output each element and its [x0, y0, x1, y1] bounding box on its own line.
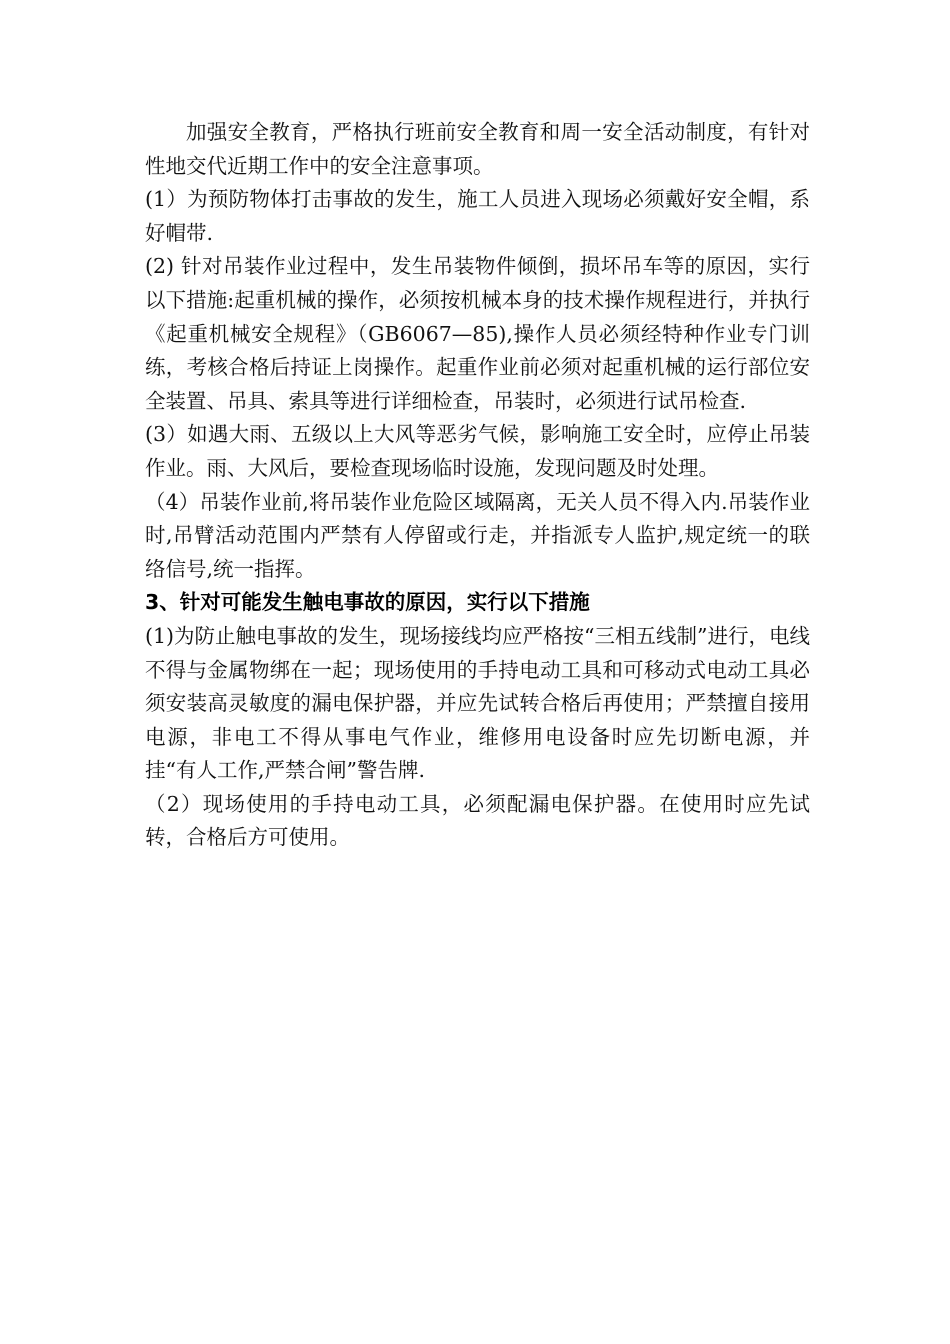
paragraph-safety-education: 加强安全教育，严格执行班前安全教育和周一安全活动制度，有针对性地交代近期工作中的安全注意事项。 — [145, 120, 810, 178]
paragraph-item-4: （4）吊装作业前,将吊装作业危险区域隔离，无关人员不得入内.吊装作业时,吊臂活动范围内严禁有人停留或行走，并指派专人监护,规定统一的联络信号,统一指挥。 — [145, 489, 810, 581]
paragraph-electric-1: (1)为防止触电事故的发生，现场接线均应严格按“三相五线制”进行，电线不得与金属物绑在一起；现场使用的手持电动工具和可移动式电动工具必须安装高灵敏度的漏电保护器，并应先试转合格后再使用；严禁擅自接用电源，非电工不得从事电气作业，维修用电设备时应先切断电源，并挂“有人工作,严禁合闸”警告牌. — [145, 623, 810, 783]
paragraph-electric-2: （2）现场使用的手持电动工具，必须配漏电保护器。在使用时应先试转，合格后方可使用。 — [145, 791, 810, 850]
section-heading: 3、针对可能发生触电事故的原因，实行以下措施 — [145, 590, 590, 615]
paragraph-item-1: (1）为预防物体打击事故的发生，施工人员进入现场必须戴好安全帽，系好帽带. — [145, 187, 810, 245]
paragraph-item-3: (3）如遇大雨、五级以上大风等恶劣气候，影响施工安全时，应停止吊装作业。雨、大风后，要检查现场临时设施，发现问题及时处理。 — [145, 422, 810, 480]
paragraph-item-2: (2) 针对吊装作业过程中，发生吊装物件倾倒，损坏吊车等的原因，实行以下措施:起重机械的操作，必须按机械本身的技术操作规程进行，并执行《起重机械安全规程》（GB6067—85),操作人员必须经特种作业专门训练，考核合格后持证上岗操作。起重作业前必须对起重机械的运行部位安全装置、吊具、索具等进行详细检查，吊装时，必须进行试吊检查. — [145, 254, 810, 413]
document-body — [145, 116, 810, 855]
